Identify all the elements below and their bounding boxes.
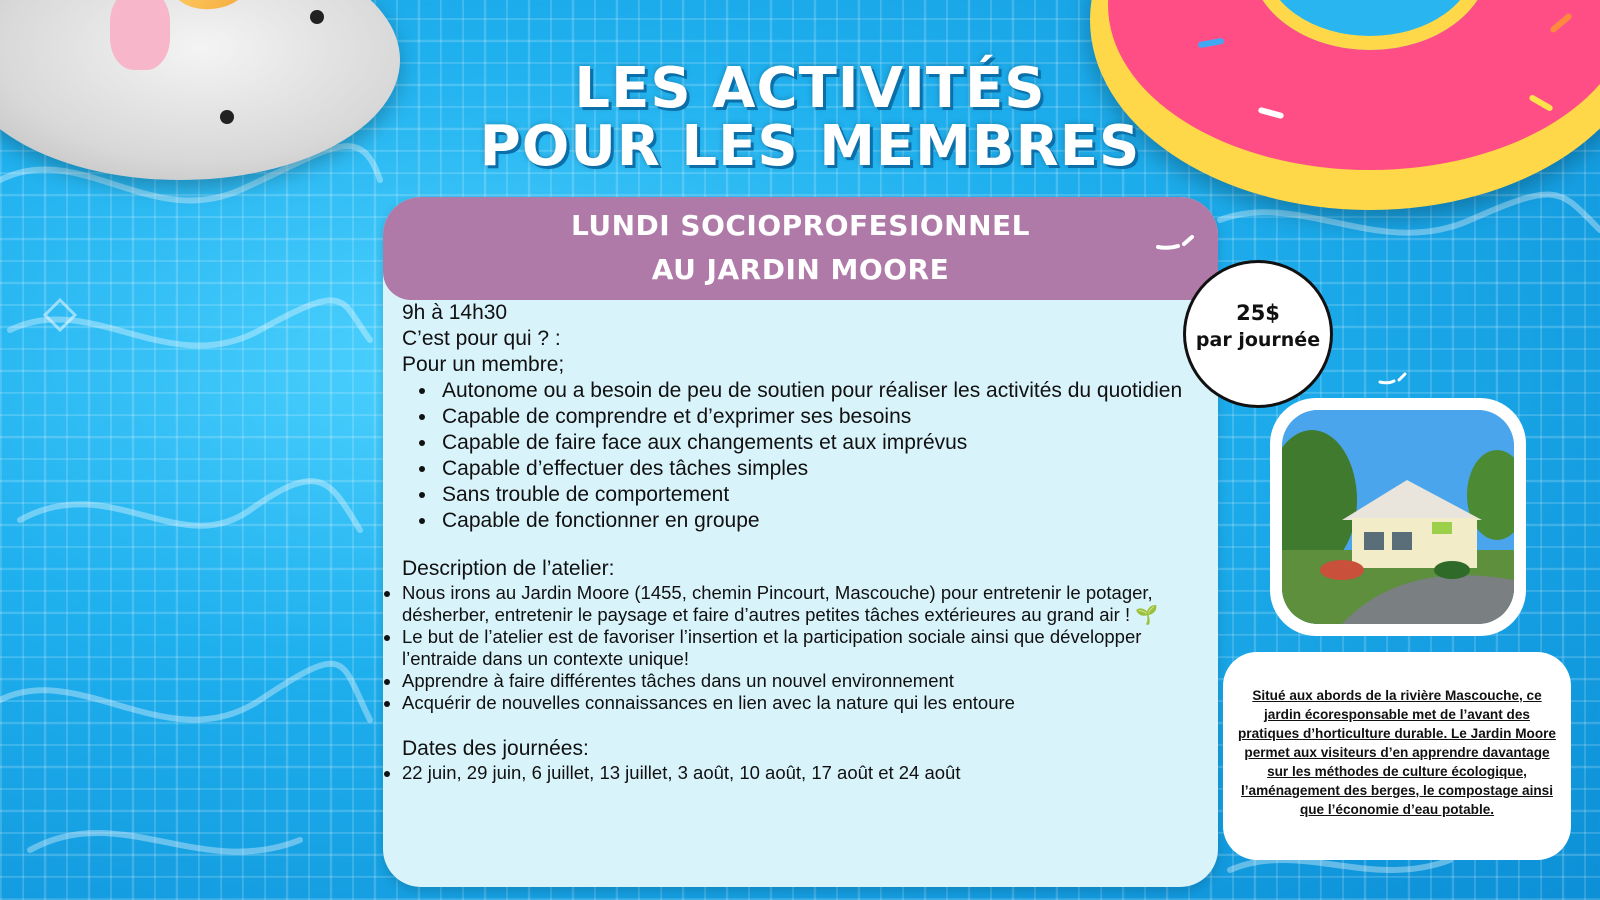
- garden-photo-frame: [1270, 398, 1526, 636]
- list-item: • Sans trouble de comportement: [438, 482, 1202, 508]
- list-item: • Apprendre à faire différentes tâches dans un nouvel environnement: [402, 670, 1202, 692]
- who-title: C’est pour qui ? :: [402, 327, 561, 350]
- splash-icon: [1378, 372, 1408, 386]
- activity-details: [402, 300, 1202, 784]
- dates-list: [402, 762, 1202, 784]
- price-badge: [1183, 260, 1333, 408]
- list-item: • Acquérir de nouvelles connaissances en lien avec la nature qui les entoure: [402, 692, 1202, 714]
- price-amount: 25$: [1236, 301, 1280, 325]
- garden-photo: [1282, 410, 1514, 624]
- list-item: • Nous irons au Jardin Moore (1455, chemin Pincourt, Mascouche) pour entretenir le potager, désherber, entretenir le paysage et faire d’autres petites tâches extérieures au grand air ! 🌱: [402, 582, 1202, 626]
- list-item: • Capable de faire face aux changements et aux imprévus: [438, 430, 1202, 456]
- dates-title: Dates des journées:: [402, 737, 589, 760]
- garden-building-illustration: [1282, 410, 1514, 624]
- unicorn-ear: [110, 0, 170, 70]
- page-title: [400, 56, 1220, 179]
- activity-name-line-1: LUNDI SOCIOPROFESIONNEL: [570, 209, 1031, 242]
- criteria-list: [438, 378, 1202, 534]
- title-line-1: LES ACTIVITÉS: [574, 56, 1046, 121]
- schedule-section: [402, 300, 1202, 534]
- splash-icon: [1156, 235, 1196, 251]
- list-item: • Capable de fonctionner en groupe: [438, 508, 1202, 534]
- unicorn-float-decoration: [0, 0, 400, 180]
- activity-name-line-2: AU JARDIN MOORE: [651, 253, 950, 286]
- activity-header: [383, 197, 1218, 300]
- sprinkle: [1258, 107, 1285, 120]
- title-line-2: POUR LES MEMBRES: [479, 114, 1141, 179]
- unicorn-eye: [220, 110, 234, 124]
- who-intro: Pour un membre;: [402, 353, 565, 376]
- sprinkle: [1528, 94, 1554, 112]
- list-item: • 22 juin, 29 juin, 6 juillet, 13 juillet, 3 août, 10 août, 17 août et 24 août: [402, 762, 1202, 784]
- description-list: [402, 582, 1202, 714]
- list-item: • Capable de comprendre et d’exprimer ses besoins: [438, 404, 1202, 430]
- price-unit: par journée: [1195, 329, 1321, 351]
- list-item: • Le but de l’atelier est de favoriser l’insertion et la participation sociale ainsi que développer l’entraide dans un contexte unique!: [402, 626, 1202, 670]
- unicorn-eye: [310, 10, 324, 24]
- sprinkle: [1549, 12, 1573, 33]
- garden-info-text: Situé aux abords de la rivière Mascouche, ce jardin écoresponsable met de l’avant des pratiques d’horticulture durable. Le Jardin Moore permet aux visiteurs d’en apprendre davantage sur les méthodes de culture écologique, l’aménagement des berges, le compostage ainsi que l’économie d’eau potable.: [1238, 688, 1556, 817]
- unicorn-horn: [162, 0, 258, 22]
- description-title: Description de l’atelier:: [402, 557, 615, 580]
- list-item: • Autonome ou a besoin de peu de soutien pour réaliser les activités du quotidien: [438, 378, 1202, 404]
- hours-text: 9h à 14h30: [402, 301, 508, 324]
- list-item: • Capable d’effectuer des tâches simples: [438, 456, 1202, 482]
- garden-info-box: [1223, 652, 1571, 860]
- sprinkle: [1198, 38, 1225, 48]
